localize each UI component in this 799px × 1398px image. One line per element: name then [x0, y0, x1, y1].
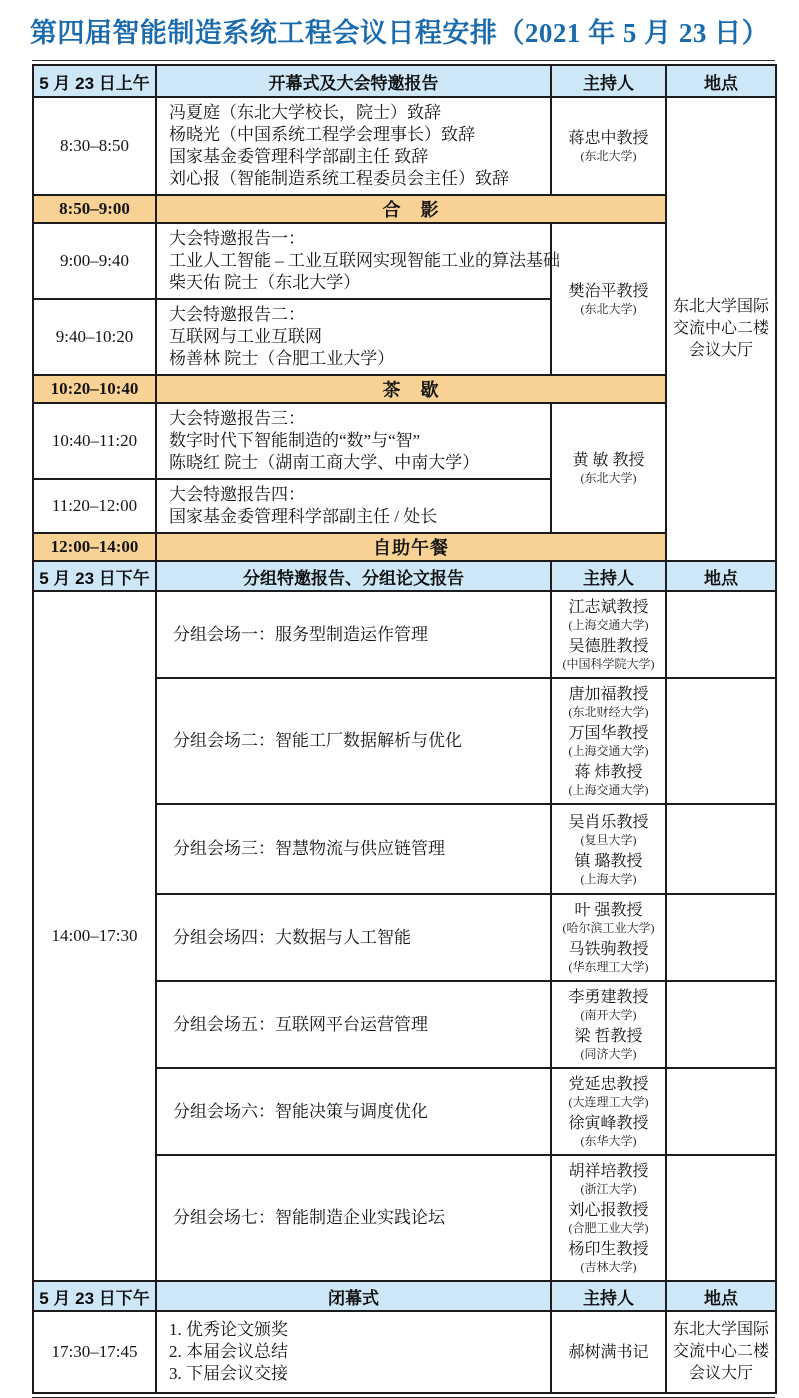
content-line: 大会特邀报告四： [169, 485, 305, 504]
host-affiliation: (东北财经大学) [568, 705, 649, 719]
morning-location-cell [666, 97, 776, 561]
photo-break-row [33, 195, 776, 223]
content-cell [156, 97, 551, 195]
break-label: 茶 歇 [156, 375, 666, 403]
host-name: 黄 敏 教授 [572, 452, 645, 469]
content-line: 冯夏庭（东北大学校长，院士）致辞 [169, 103, 441, 122]
host-name: 梁 哲教授 [574, 1028, 643, 1045]
content-line: 大会特邀报告二： [169, 305, 305, 324]
talk1-row [33, 223, 776, 299]
afternoon-header-row [33, 561, 776, 591]
host-affiliation: (上海交通大学) [568, 618, 649, 632]
closing-host-column-header: 主持人 [551, 1281, 666, 1311]
host-cell [551, 97, 666, 195]
content-line: 1. 优秀论文颁奖 [169, 1320, 288, 1339]
host-cell [551, 1155, 666, 1281]
time-cell: 10:20–10:40 [33, 375, 156, 403]
host-name: 徐寅峰教授 [568, 1115, 649, 1132]
content-line: 陈晓红 院士（湖南工商大学、中南大学） [169, 453, 480, 472]
location-cell [666, 981, 776, 1068]
host-affiliation: (中国科学院大学) [562, 657, 655, 671]
host-cell [551, 678, 666, 804]
morning-topic-header: 开幕式及大会特邀报告 [156, 65, 551, 97]
location-line: 会议大厅 [688, 342, 753, 359]
closing-location-column-header: 地点 [666, 1281, 776, 1311]
time-cell: 9:40–10:20 [33, 299, 156, 375]
location-line: 交流中心二楼 [672, 1343, 769, 1360]
location-cell [666, 591, 776, 678]
lunch-break-row [33, 533, 776, 561]
host-name: 李勇建教授 [568, 989, 649, 1006]
content-line: 3. 下届会议交接 [169, 1364, 288, 1383]
host-name: 蒋 炜教授 [574, 764, 643, 781]
host-affiliation: (同济大学) [580, 1047, 637, 1061]
host-cell [551, 403, 666, 533]
host-affiliation: (复旦大学) [580, 832, 637, 847]
content-line: 杨善林 院士（合肥工业大学） [169, 349, 395, 368]
schedule-table [32, 64, 777, 1394]
morning-date-header: 5 月 23 日上午 [33, 65, 156, 97]
location-cell [666, 894, 776, 981]
content-line: 刘心报（智能制造系统工程委员会主任）致辞 [169, 169, 509, 188]
host-name: 唐加福教授 [568, 686, 649, 703]
closing-row [33, 1311, 776, 1393]
host-name: 镇 璐教授 [574, 852, 643, 870]
host-name: 吴德胜教授 [568, 638, 649, 655]
content-line: 2. 本届会议总结 [169, 1342, 288, 1361]
session-title: 分组会场二：智能工厂数据解析与优化 [156, 678, 551, 804]
host-affiliation: (东北大学) [580, 302, 637, 316]
location-cell [666, 678, 776, 804]
closing-date-header: 5 月 23 日下午 [33, 1281, 156, 1311]
closing-location-cell [666, 1311, 776, 1393]
host-affiliation: (东北大学) [580, 149, 637, 163]
host-affiliation: (南开大学) [580, 1008, 637, 1022]
location-cell [666, 1068, 776, 1155]
host-affiliation: (华东理工大学) [568, 960, 649, 974]
page-title: 第四届智能制造系统工程会议日程安排（2021 年 5 月 23 日） [29, 18, 770, 48]
host-cell [551, 981, 666, 1068]
session-title: 分组会场五：互联网平台运营管理 [156, 981, 551, 1068]
content-cell [156, 1311, 551, 1393]
content-cell [156, 299, 551, 375]
content-line: 国家基金委管理科学部副主任 / 处长 [169, 507, 438, 526]
host-affiliation: (大连理工大学) [568, 1095, 649, 1109]
morning-header-row [33, 65, 776, 97]
host-affiliation: (东华大学) [580, 1134, 637, 1148]
morning-location-column-header: 地点 [666, 65, 776, 97]
content-line: 互联网与工业互联网 [169, 327, 322, 346]
time-cell: 9:00–9:40 [33, 223, 156, 299]
content-cell [156, 223, 560, 299]
content-line: 大会特邀报告一： [169, 229, 305, 248]
session-row [33, 591, 776, 678]
host-affiliation: (上海交通大学) [568, 783, 649, 797]
location-cell [666, 1155, 776, 1281]
host-affiliation: (上海大学) [580, 871, 637, 886]
location-cell [666, 804, 776, 894]
time-cell: 8:50–9:00 [33, 195, 156, 223]
session-title: 分组会场四：大数据与人工智能 [156, 894, 551, 981]
host-name: 蒋忠中教授 [568, 130, 649, 147]
morning-host-column-header: 主持人 [551, 65, 666, 97]
closing-topic-header: 闭幕式 [156, 1281, 551, 1311]
host-name: 万国华教授 [568, 725, 649, 742]
host-name: 江志斌教授 [568, 599, 649, 616]
content-line: 国家基金委管理科学部副主任 致辞 [169, 147, 429, 166]
session-title: 分组会场七：智能制造企业实践论坛 [156, 1155, 551, 1281]
afternoon-topic-header: 分组特邀报告、分组论文报告 [156, 561, 551, 591]
afternoon-host-column-header: 主持人 [551, 561, 666, 591]
host-cell [551, 1311, 666, 1393]
time-cell: 10:40–11:20 [33, 403, 156, 479]
host-cell [551, 804, 666, 894]
host-name: 刘心报教授 [568, 1202, 649, 1219]
tea-break-row [33, 375, 776, 403]
host-cell [551, 223, 666, 375]
host-affiliation: (哈尔滨工业大学) [562, 921, 655, 935]
location-line: 东北大学国际 [672, 298, 769, 315]
content-line: 工业人工智能 – 工业互联网实现智能工业的算法基础 [169, 251, 560, 270]
break-label: 合 影 [156, 195, 666, 223]
host-cell [551, 591, 666, 678]
content-line: 柴天佑 院士（东北大学） [169, 273, 361, 292]
host-name: 胡祥培教授 [568, 1163, 649, 1180]
location-line: 东北大学国际 [672, 1321, 769, 1338]
content-cell [156, 403, 551, 479]
host-name: 党延忠教授 [568, 1076, 649, 1093]
session-title: 分组会场三：智慧物流与供应链管理 [156, 804, 551, 894]
host-name: 杨印生教授 [568, 1241, 649, 1258]
location-line: 会议大厅 [688, 1365, 753, 1382]
break-label: 自助午餐 [156, 533, 666, 561]
host-cell [551, 1068, 666, 1155]
closing-header-row [33, 1281, 776, 1311]
content-line: 数字时代下智能制造的“数”与“智” [169, 431, 421, 450]
time-cell: 11:20–12:00 [33, 479, 156, 533]
host-name: 马铁驹教授 [568, 941, 649, 958]
host-cell [551, 894, 666, 981]
time-cell: 12:00–14:00 [33, 533, 156, 561]
afternoon-time-cell: 14:00–17:30 [33, 591, 156, 1281]
talk3-row [33, 403, 776, 479]
content-cell [156, 479, 551, 533]
host-affiliation: (上海交通大学) [568, 744, 649, 758]
host-affiliation: (东北大学) [580, 471, 637, 485]
schedule-table-wrapper [32, 60, 775, 1398]
time-cell: 8:30–8:50 [33, 97, 156, 195]
host-affiliation: (合肥工业大学) [568, 1221, 649, 1235]
afternoon-location-column-header: 地点 [666, 561, 776, 591]
host-name: 叶 强教授 [574, 902, 643, 919]
location-line: 交流中心二楼 [672, 320, 769, 337]
content-line: 杨晓光（中国系统工程学会理事长）致辞 [169, 125, 475, 144]
session-title: 分组会场六：智能决策与调度优化 [156, 1068, 551, 1155]
session-title: 分组会场一：服务型制造运作管理 [156, 591, 551, 678]
host-affiliation: (浙江大学) [580, 1182, 637, 1196]
afternoon-date-header: 5 月 23 日下午 [33, 561, 156, 591]
host-name: 樊治平教授 [568, 283, 649, 300]
host-affiliation: (吉林大学) [580, 1260, 637, 1274]
time-cell: 17:30–17:45 [33, 1311, 156, 1393]
host-name: 郝树满书记 [568, 1343, 649, 1361]
opening-row [33, 97, 776, 195]
content-line: 大会特邀报告三： [169, 409, 305, 428]
host-name: 吴肖乐教授 [568, 813, 649, 831]
